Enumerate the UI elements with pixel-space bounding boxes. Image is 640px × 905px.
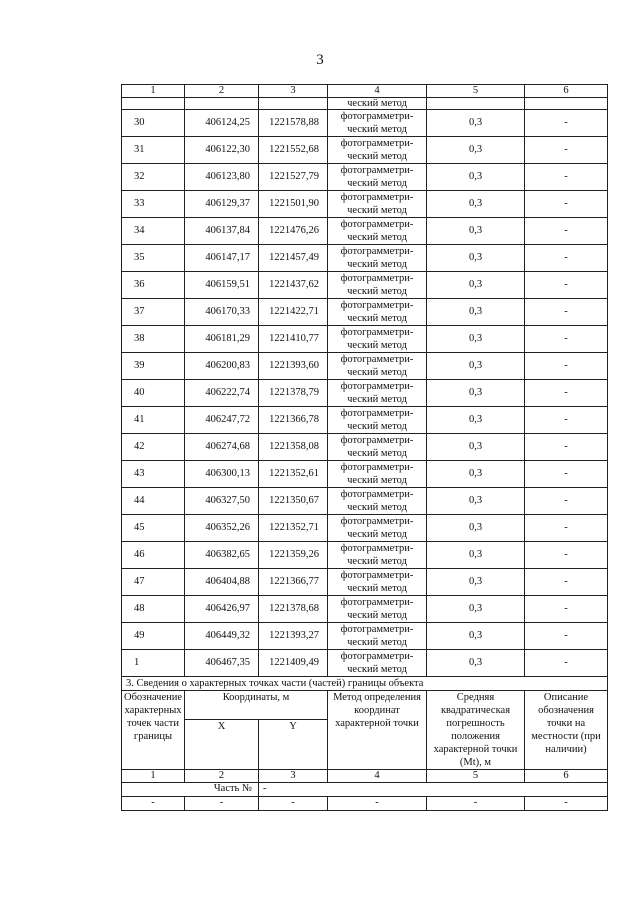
method-cell [328,461,427,488]
method-cell [328,623,427,650]
header-cell: 2 [185,770,259,783]
col-method-label: Метод определения координат характерной точки [328,691,427,770]
mt-cell: 0,3 [427,596,525,623]
y-coordinate-cell: 1221552,68 [259,137,328,164]
x-coordinate-cell: 406467,35 [185,650,259,677]
mt-cell: 0,3 [427,488,525,515]
y-coordinate-cell: 1221410,77 [259,326,328,353]
part-label: Часть № [122,782,259,796]
description-cell: - [525,353,608,380]
y-coordinate-cell: 1221393,27 [259,623,328,650]
description-cell: - [525,272,608,299]
x-coordinate-cell: 406274,68 [185,434,259,461]
description-cell: - [525,137,608,164]
table-row [122,353,608,380]
x-coordinate-cell: 406352,26 [185,515,259,542]
col-y-label: Y [259,720,328,770]
point-number-cell: 35 [122,245,185,272]
mt-cell: 0,3 [427,461,525,488]
method-line: ческий метод [347,394,407,405]
mt-cell: 0,3 [427,542,525,569]
header-cell: 1 [122,85,185,98]
mt-cell: 0,3 [427,137,525,164]
part-value: - [259,782,608,796]
y-coordinate-cell: 1221501,90 [259,191,328,218]
point-number-cell: 39 [122,353,185,380]
description-cell: - [525,299,608,326]
table-row [122,650,608,677]
table-row [122,272,608,299]
method-line: ческий метод [347,475,407,486]
y-coordinate-cell: 1221366,78 [259,407,328,434]
table-row [122,245,608,272]
table-row [122,110,608,137]
header-cell: 5 [427,85,525,98]
table-row [122,407,608,434]
method-cell [328,326,427,353]
point-number-cell: 40 [122,380,185,407]
method-line: фотограмметри- [340,462,414,473]
y-coordinate-cell: 1221393,60 [259,353,328,380]
method-cell [328,191,427,218]
method-line: фотограмметри- [340,192,414,203]
x-coordinate-cell: 406129,37 [185,191,259,218]
header-cell: 3 [259,770,328,783]
table-row [122,137,608,164]
table-row [122,164,608,191]
method-line: ческий метод [347,502,407,513]
method-line: ческий метод [347,124,407,135]
section3-header-row [122,691,608,720]
method-line: ческий метод [347,259,407,270]
y-coordinate-cell: 1221359,26 [259,542,328,569]
mt-cell: 0,3 [427,272,525,299]
table-row [122,542,608,569]
empty-cell: - [328,796,427,810]
description-cell: - [525,191,608,218]
mt-cell: 0,3 [427,569,525,596]
section3-title: 3. Сведения о характерных точках части (частей) границы объекта [122,677,608,691]
mt-cell: 0,3 [427,623,525,650]
method-line: фотограмметри- [340,543,414,554]
point-number-cell: 47 [122,569,185,596]
y-coordinate-cell: 1221437,62 [259,272,328,299]
description-cell: - [525,650,608,677]
table-row [122,596,608,623]
method-line: ческий метод [347,664,407,675]
point-number-cell: 48 [122,596,185,623]
method-cell [328,650,427,677]
column-number-header [122,85,608,98]
x-coordinate-cell: 406181,29 [185,326,259,353]
y-coordinate-cell: 1221409,49 [259,650,328,677]
table-row [122,623,608,650]
method-line: фотограмметри- [340,516,414,527]
empty-cell: - [122,796,185,810]
table-row [122,326,608,353]
x-coordinate-cell: 406222,74 [185,380,259,407]
y-coordinate-cell: 1221352,61 [259,461,328,488]
x-coordinate-cell: 406404,88 [185,569,259,596]
x-coordinate-cell: 406123,80 [185,164,259,191]
description-cell: - [525,461,608,488]
method-line: ческий метод [347,151,407,162]
mt-cell: 0,3 [427,218,525,245]
y-coordinate-cell: 1221350,67 [259,488,328,515]
point-number-cell: 42 [122,434,185,461]
x-coordinate-cell: 406159,51 [185,272,259,299]
x-coordinate-cell: 406200,83 [185,353,259,380]
point-number-cell: 31 [122,137,185,164]
point-number-cell: 46 [122,542,185,569]
description-cell: - [525,407,608,434]
x-coordinate-cell: 406327,50 [185,488,259,515]
x-coordinate-cell: 406300,13 [185,461,259,488]
x-coordinate-cell: 406382,65 [185,542,259,569]
table-row [122,191,608,218]
y-coordinate-cell: 1221476,26 [259,218,328,245]
method-cell [328,380,427,407]
method-line: ческий метод [347,232,407,243]
method-line: ческий метод [347,448,407,459]
mt-cell: 0,3 [427,191,525,218]
method-line: ческий метод [347,583,407,594]
method-cell: ческий метод [328,97,427,110]
point-number-cell: 49 [122,623,185,650]
y-coordinate-cell: 1221358,08 [259,434,328,461]
point-number-cell: 32 [122,164,185,191]
table-row [122,569,608,596]
table-row [122,299,608,326]
method-line: фотограмметри- [340,354,414,365]
description-cell: - [525,110,608,137]
table-row [122,515,608,542]
header-cell: 6 [525,770,608,783]
method-cell [328,515,427,542]
description-cell: - [525,164,608,191]
part-row [122,782,608,796]
table-row [122,461,608,488]
section3-number-row [122,770,608,783]
header-cell: 5 [427,770,525,783]
point-number-cell: 36 [122,272,185,299]
point-number-cell: 33 [122,191,185,218]
col-coords-label: Координаты, м [185,691,328,720]
method-cell [328,569,427,596]
x-coordinate-cell: 406124,25 [185,110,259,137]
method-cell [328,299,427,326]
method-line: ческий метод [347,637,407,648]
mt-cell: 0,3 [427,326,525,353]
method-line: ческий метод [347,367,407,378]
method-line: ческий метод [347,421,407,432]
mt-cell: 0,3 [427,434,525,461]
method-cell [328,272,427,299]
y-coordinate-cell: 1221527,79 [259,164,328,191]
x-coordinate-cell: 406247,72 [185,407,259,434]
x-coordinate-cell: 406449,32 [185,623,259,650]
description-cell: - [525,596,608,623]
mt-cell: 0,3 [427,650,525,677]
method-line: фотограмметри- [340,651,414,662]
header-cell: 4 [328,85,427,98]
coordinates-table [121,84,608,811]
method-line: ческий метод [347,313,407,324]
empty-cell: - [259,796,328,810]
description-cell: - [525,569,608,596]
mt-cell: 0,3 [427,515,525,542]
description-cell: - [525,623,608,650]
empty-point-row [122,796,608,810]
description-cell: - [525,434,608,461]
section3-title-row [122,677,608,691]
header-cell: 4 [328,770,427,783]
method-cell [328,110,427,137]
header-cell: 1 [122,770,185,783]
point-number-cell: 41 [122,407,185,434]
method-line: фотограмметри- [340,597,414,608]
point-number-cell: 37 [122,299,185,326]
point-number-cell: 1 [122,650,185,677]
mt-cell: 0,3 [427,299,525,326]
empty-cell: - [185,796,259,810]
col-x-label: X [185,720,259,770]
x-coordinate-cell: 406170,33 [185,299,259,326]
empty-cell: - [525,796,608,810]
method-line: ческий метод [347,205,407,216]
method-cell [328,596,427,623]
y-coordinate-cell: 1221366,77 [259,569,328,596]
header-cell: 2 [185,85,259,98]
method-line: фотограмметри- [340,489,414,500]
y-coordinate-cell: 1221578,88 [259,110,328,137]
method-cell [328,488,427,515]
y-coordinate-cell: 1221422,71 [259,299,328,326]
header-cell: 3 [259,85,328,98]
method-cell [328,218,427,245]
col-point-label: Обозначение характерных точек части границы [122,691,185,770]
description-cell: - [525,380,608,407]
method-line: ческий метод [347,556,407,567]
description-cell: - [525,245,608,272]
mt-cell: 0,3 [427,110,525,137]
method-cell [328,542,427,569]
table-row [122,488,608,515]
method-line: фотограмметри- [340,408,414,419]
mt-cell: 0,3 [427,245,525,272]
table-row [122,380,608,407]
point-number-cell: 43 [122,461,185,488]
method-line: ческий метод [347,340,407,351]
method-cell [328,434,427,461]
method-line: ческий метод [347,178,407,189]
method-line: фотограмметри- [340,111,414,122]
y-coordinate-cell: 1221352,71 [259,515,328,542]
y-coordinate-cell: 1221378,68 [259,596,328,623]
method-line: фотограмметри- [340,165,414,176]
description-cell: - [525,218,608,245]
table-row [122,218,608,245]
method-cell [328,164,427,191]
mt-cell: 0,3 [427,380,525,407]
method-line: ческий метод [347,610,407,621]
description-cell: - [525,326,608,353]
col-desc-label: Описание обозначения точки на местности (при наличии) [525,691,608,770]
page-number: 3 [316,52,324,68]
y-coordinate-cell: 1221378,79 [259,380,328,407]
method-line: фотограмметри- [340,300,414,311]
y-coordinate-cell: 1221457,49 [259,245,328,272]
col-mt-label: Средняя квадратическая погрешность положения характерной точки (Mt), м [427,691,525,770]
method-line: фотограмметри- [340,435,414,446]
empty-cell: - [427,796,525,810]
x-coordinate-cell: 406122,30 [185,137,259,164]
description-cell: - [525,542,608,569]
mt-cell: 0,3 [427,407,525,434]
method-line: фотограмметри- [340,138,414,149]
mt-cell: 0,3 [427,164,525,191]
method-line: ческий метод [347,529,407,540]
method-cell [328,407,427,434]
method-line: фотограмметри- [340,381,414,392]
method-line: ческий метод [347,286,407,297]
x-coordinate-cell: 406137,84 [185,218,259,245]
description-cell: - [525,515,608,542]
method-line: фотограмметри- [340,327,414,338]
point-number-cell: 30 [122,110,185,137]
method-line: фотограмметри- [340,273,414,284]
method-line: фотограмметри- [340,570,414,581]
mt-cell: 0,3 [427,353,525,380]
point-number-cell: 34 [122,218,185,245]
method-line: фотограмметри- [340,624,414,635]
table-row [122,434,608,461]
header-cell: 6 [525,85,608,98]
x-coordinate-cell: 406147,17 [185,245,259,272]
point-number-cell: 38 [122,326,185,353]
x-coordinate-cell: 406426,97 [185,596,259,623]
method-cell [328,245,427,272]
method-cell [328,353,427,380]
method-cell [328,137,427,164]
continuation-row [122,97,608,110]
point-number-cell: 45 [122,515,185,542]
method-line: фотограмметри- [340,219,414,230]
method-line: фотограмметри- [340,246,414,257]
description-cell: - [525,488,608,515]
point-number-cell: 44 [122,488,185,515]
